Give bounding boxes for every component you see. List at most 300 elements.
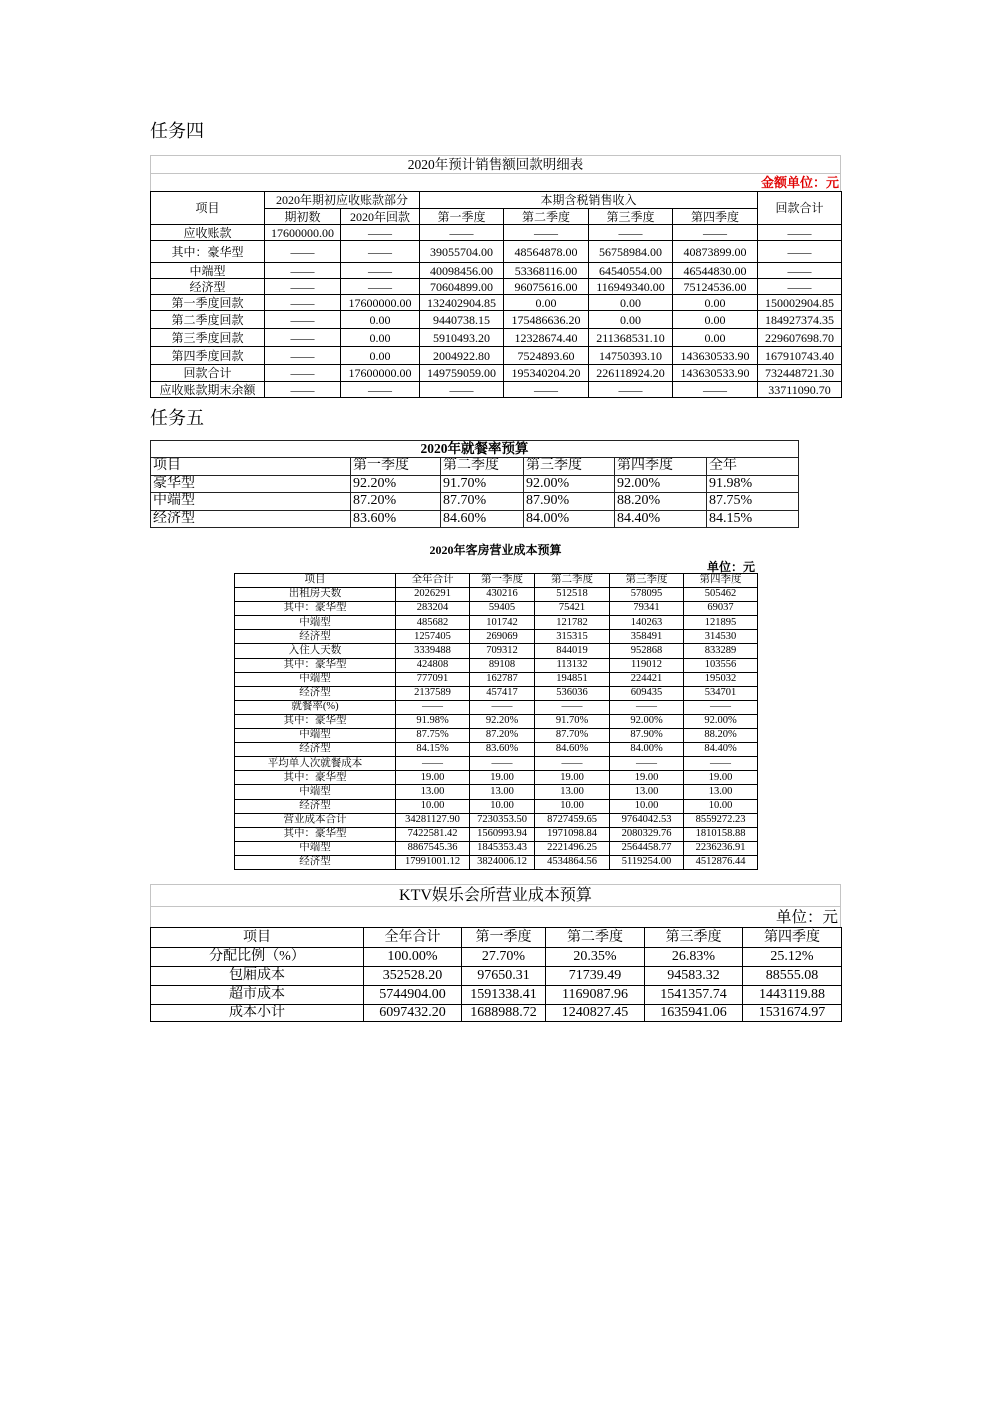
value-cell: 1443119.88 (743, 986, 842, 1005)
ktv-cost-table-block (150, 884, 841, 1022)
value-cell: 167910743.40 (758, 347, 842, 365)
row-label: 中端型 (235, 729, 396, 743)
value-cell: 34281127.90 (396, 813, 470, 827)
value-cell: 89108 (470, 658, 535, 672)
table-row (151, 225, 842, 241)
table-body (151, 948, 842, 1022)
value-cell: 53368116.00 (504, 263, 589, 279)
value-cell: 1240827.45 (546, 1005, 645, 1022)
value-cell: —— (758, 241, 842, 263)
table-row (235, 630, 758, 644)
value-cell: 2564458.77 (610, 841, 684, 855)
row-label: 中端型 (235, 616, 396, 630)
value-cell: 7422581.42 (396, 827, 470, 841)
table-row (235, 841, 758, 855)
value-cell: 3339488 (396, 644, 470, 658)
value-cell: —— (341, 263, 420, 279)
header-row (151, 458, 799, 476)
row-label: 入住人天数 (235, 644, 396, 658)
value-cell: 0.00 (341, 311, 420, 329)
value-cell: 92.00% (524, 475, 615, 493)
value-cell: 226118924.20 (589, 365, 673, 382)
value-cell: —— (341, 225, 420, 241)
value-cell: 777091 (396, 672, 470, 686)
value-cell: 2026291 (396, 588, 470, 602)
value-cell: 10.00 (470, 799, 535, 813)
value-cell: 116949340.00 (589, 279, 673, 295)
row-label: 经济型 (151, 510, 351, 528)
value-cell: 100.00% (364, 948, 462, 967)
ktv-cost-table (150, 927, 842, 1022)
row-label: 其中：豪华型 (235, 714, 396, 728)
value-cell: 358491 (610, 630, 684, 644)
value-cell: —— (420, 225, 504, 241)
table-row (151, 347, 842, 365)
value-cell: —— (265, 295, 341, 311)
value-cell: 0.00 (673, 295, 758, 311)
value-cell: 162787 (470, 672, 535, 686)
row-label: 经济型 (235, 630, 396, 644)
header-opening-group: 2020年期初应收账款部分 (265, 192, 420, 209)
value-cell: 13.00 (535, 785, 610, 799)
value-cell: 88555.08 (743, 967, 842, 986)
row-label: 豪华型 (151, 475, 351, 493)
value-cell: 1560993.94 (470, 827, 535, 841)
value-cell: 87.90% (610, 729, 684, 743)
value-cell: 92.00% (615, 475, 707, 493)
header-sales-group: 本期含税销售收入 (420, 192, 758, 209)
value-cell: 8559272.23 (684, 813, 758, 827)
value-cell: 113132 (535, 658, 610, 672)
value-cell: 578095 (610, 588, 684, 602)
table-title-box (150, 155, 841, 191)
dining-rate-table (150, 440, 799, 528)
value-cell: 97650.31 (462, 967, 546, 986)
table-row (235, 743, 758, 757)
value-cell: 512518 (535, 588, 610, 602)
value-cell: 69037 (684, 602, 758, 616)
value-cell: —— (504, 382, 589, 398)
value-cell: 150002904.85 (758, 295, 842, 311)
value-cell: 149759059.00 (420, 365, 504, 382)
row-label: 其中：豪华型 (235, 602, 396, 616)
value-cell: 1257405 (396, 630, 470, 644)
value-cell: —— (684, 757, 758, 771)
value-cell: 0.00 (589, 295, 673, 311)
table-row (151, 382, 842, 398)
value-cell: 3824006.12 (470, 855, 535, 869)
row-label: 就餐率(%) (235, 700, 396, 714)
value-cell: 84.15% (707, 510, 799, 528)
value-cell: 84.60% (535, 743, 610, 757)
value-cell: 7230353.50 (470, 813, 535, 827)
value-cell: 1591338.41 (462, 986, 546, 1005)
value-cell: 10.00 (396, 799, 470, 813)
row-label: 成本小计 (151, 1005, 364, 1022)
value-cell: —— (589, 225, 673, 241)
header-cell: 第一季度 (470, 574, 535, 588)
value-cell: 2236236.91 (684, 841, 758, 855)
row-label: 第四季度回款 (151, 347, 265, 365)
value-cell: —— (535, 700, 610, 714)
row-label: 其中：豪华型 (151, 241, 265, 263)
value-cell: 40098456.00 (420, 263, 504, 279)
value-cell: —— (470, 757, 535, 771)
table-row (235, 602, 758, 616)
unit-label: 单位：元 (775, 909, 838, 926)
value-cell: 229607698.70 (758, 329, 842, 347)
value-cell: 2004922.80 (420, 347, 504, 365)
value-cell: —— (396, 757, 470, 771)
value-cell: 119012 (610, 658, 684, 672)
value-cell: 13.00 (470, 785, 535, 799)
header-item: 项目 (151, 458, 351, 476)
value-cell: 40873899.00 (673, 241, 758, 263)
value-cell: 84.00% (524, 510, 615, 528)
value-cell: 87.75% (707, 493, 799, 511)
value-cell: 96075616.00 (504, 279, 589, 295)
value-cell: 2080329.76 (610, 827, 684, 841)
value-cell: 79341 (610, 602, 684, 616)
table-row (151, 241, 842, 263)
value-cell: 87.90% (524, 493, 615, 511)
value-cell: 13.00 (396, 785, 470, 799)
value-cell: 17600000.00 (341, 365, 420, 382)
header-cell: 第四季度 (615, 458, 707, 476)
value-cell: 430216 (470, 588, 535, 602)
row-label: 中端型 (235, 672, 396, 686)
value-cell: 19.00 (610, 771, 684, 785)
header-cell: 第三季度 (589, 209, 673, 225)
value-cell: 0.00 (504, 295, 589, 311)
value-cell: —— (265, 329, 341, 347)
value-cell: 0.00 (673, 329, 758, 347)
table-row (151, 493, 799, 511)
value-cell: 92.00% (684, 714, 758, 728)
value-cell: 0.00 (589, 311, 673, 329)
table-row (235, 799, 758, 813)
table-row (235, 855, 758, 869)
value-cell: 352528.20 (364, 967, 462, 986)
value-cell: 211368531.10 (589, 329, 673, 347)
header-cell: 第四季度 (673, 209, 758, 225)
value-cell: 17600000.00 (265, 225, 341, 241)
value-cell: 27.70% (462, 948, 546, 967)
table-title: KTV娱乐会所营业成本预算 (151, 885, 840, 907)
value-cell: 19.00 (535, 771, 610, 785)
table-row (235, 686, 758, 700)
value-cell: 424808 (396, 658, 470, 672)
value-cell: 87.70% (535, 729, 610, 743)
table-row (235, 771, 758, 785)
header-item: 项目 (151, 192, 265, 225)
table-title: 2020年客房营业成本预算 (429, 543, 562, 557)
room-cost-table (234, 573, 758, 870)
receivables-table-block (150, 155, 841, 398)
value-cell: —— (265, 382, 341, 398)
table-row (235, 616, 758, 630)
value-cell: 75124536.00 (673, 279, 758, 295)
title-row (151, 441, 799, 458)
table-row (151, 948, 842, 967)
table-row (151, 365, 842, 382)
value-cell: 121895 (684, 616, 758, 630)
table-row (235, 672, 758, 686)
row-label: 回款合计 (151, 365, 265, 382)
table-row (235, 644, 758, 658)
row-label: 第二季度回款 (151, 311, 265, 329)
value-cell: 195032 (684, 672, 758, 686)
task4-heading: 任务四 (150, 121, 204, 141)
row-label: 超市成本 (151, 986, 364, 1005)
header-item: 项目 (151, 928, 364, 948)
table-row (151, 1005, 842, 1022)
table-body (151, 225, 842, 398)
table-row (235, 700, 758, 714)
table-row (235, 757, 758, 771)
header-cell: 第一季度 (462, 928, 546, 948)
value-cell: 224421 (610, 672, 684, 686)
value-cell: 59405 (470, 602, 535, 616)
value-cell: 4534864.56 (535, 855, 610, 869)
header-row (151, 928, 842, 948)
unit-label: 单位：元 (706, 560, 755, 574)
row-label: 中端型 (235, 841, 396, 855)
value-cell: —— (673, 225, 758, 241)
value-cell: 1541357.74 (645, 986, 743, 1005)
value-cell: 46544830.00 (673, 263, 758, 279)
value-cell: 457417 (470, 686, 535, 700)
row-label: 分配比例（%） (151, 948, 364, 967)
value-cell: 83.60% (351, 510, 441, 528)
row-label: 经济型 (235, 799, 396, 813)
value-cell: 184927374.35 (758, 311, 842, 329)
value-cell: 17991001.12 (396, 855, 470, 869)
value-cell: 10.00 (535, 799, 610, 813)
table-row (235, 714, 758, 728)
value-cell: 6097432.20 (364, 1005, 462, 1022)
value-cell: 283204 (396, 602, 470, 616)
header-cell: 第二季度 (504, 209, 589, 225)
row-label: 经济型 (235, 855, 396, 869)
table-title: 2020年就餐率预算 (151, 441, 799, 458)
value-cell: 91.70% (441, 475, 524, 493)
value-cell: 1971098.84 (535, 827, 610, 841)
header-cell: 第一季度 (420, 209, 504, 225)
value-cell: 140263 (610, 616, 684, 630)
value-cell: 5119254.00 (610, 855, 684, 869)
table-row (151, 967, 842, 986)
value-cell: —— (341, 279, 420, 295)
value-cell: 5910493.20 (420, 329, 504, 347)
task5-heading: 任务五 (150, 408, 204, 428)
table-row (151, 475, 799, 493)
value-cell: 2221496.25 (535, 841, 610, 855)
header-cell: 第二季度 (441, 458, 524, 476)
row-label: 包厢成本 (151, 967, 364, 986)
row-label: 其中：豪华型 (235, 771, 396, 785)
value-cell: —— (758, 263, 842, 279)
table-row (235, 785, 758, 799)
value-cell: —— (589, 382, 673, 398)
value-cell: 143630533.90 (673, 347, 758, 365)
value-cell: 33711090.70 (758, 382, 842, 398)
table-row (151, 510, 799, 528)
value-cell: —— (341, 382, 420, 398)
value-cell: 1169087.96 (546, 986, 645, 1005)
value-cell: 84.00% (610, 743, 684, 757)
room-cost-table-block (234, 573, 757, 870)
value-cell: 4512876.44 (684, 855, 758, 869)
value-cell: 536036 (535, 686, 610, 700)
value-cell: —— (396, 700, 470, 714)
row-label: 营业成本合计 (235, 813, 396, 827)
value-cell: 9764042.53 (610, 813, 684, 827)
value-cell: —— (610, 700, 684, 714)
value-cell: —— (504, 225, 589, 241)
value-cell: 833289 (684, 644, 758, 658)
value-cell: 609435 (610, 686, 684, 700)
value-cell: —— (265, 279, 341, 295)
value-cell: 10.00 (684, 799, 758, 813)
value-cell: 56758984.00 (589, 241, 673, 263)
value-cell: 64540554.00 (589, 263, 673, 279)
value-cell: —— (758, 279, 842, 295)
value-cell: 91.98% (707, 475, 799, 493)
value-cell: 709312 (470, 644, 535, 658)
table-row (235, 729, 758, 743)
table-row (151, 329, 842, 347)
value-cell: 952868 (610, 644, 684, 658)
value-cell: 315315 (535, 630, 610, 644)
value-cell: —— (470, 700, 535, 714)
table-title-box (150, 884, 841, 927)
value-cell: 83.60% (470, 743, 535, 757)
header-cell: 期初数 (265, 209, 341, 225)
row-label: 经济型 (151, 279, 265, 295)
value-cell: 92.20% (470, 714, 535, 728)
header-cell: 第三季度 (524, 458, 615, 476)
table-title: 2020年预计销售额回款明细表 (151, 156, 840, 174)
value-cell: 84.15% (396, 743, 470, 757)
value-cell: 39055704.00 (420, 241, 504, 263)
header-row (151, 192, 842, 209)
header-row (235, 574, 758, 588)
header-cell: 全年 (707, 458, 799, 476)
row-label: 其中：豪华型 (235, 658, 396, 672)
value-cell: —— (265, 347, 341, 365)
value-cell: 13.00 (610, 785, 684, 799)
row-label: 中端型 (151, 263, 265, 279)
receivables-table (150, 191, 842, 398)
value-cell: 485682 (396, 616, 470, 630)
value-cell: 269069 (470, 630, 535, 644)
value-cell: 87.70% (441, 493, 524, 511)
table-row (151, 295, 842, 311)
value-cell: 143630533.90 (673, 365, 758, 382)
value-cell: 91.70% (535, 714, 610, 728)
value-cell: 8727459.65 (535, 813, 610, 827)
value-cell: 314530 (684, 630, 758, 644)
value-cell: 2137589 (396, 686, 470, 700)
value-cell: —— (265, 365, 341, 382)
row-label: 应收账款期末余额 (151, 382, 265, 398)
value-cell: 20.35% (546, 948, 645, 967)
value-cell: —— (673, 382, 758, 398)
dining-rate-table-block (150, 440, 798, 528)
table-row (235, 658, 758, 672)
header-cell: 第四季度 (743, 928, 842, 948)
value-cell: —— (610, 757, 684, 771)
value-cell: 87.75% (396, 729, 470, 743)
value-cell: 534701 (684, 686, 758, 700)
row-label: 其中：豪华型 (235, 827, 396, 841)
header-cell: 第二季度 (535, 574, 610, 588)
value-cell: 14750393.10 (589, 347, 673, 365)
value-cell: 19.00 (684, 771, 758, 785)
value-cell: 1688988.72 (462, 1005, 546, 1022)
value-cell: 9440738.15 (420, 311, 504, 329)
value-cell: 91.98% (396, 714, 470, 728)
table-row (151, 279, 842, 295)
value-cell: —— (265, 263, 341, 279)
value-cell: 175486636.20 (504, 311, 589, 329)
value-cell: 1531674.97 (743, 1005, 842, 1022)
table-row (151, 986, 842, 1005)
header-cell: 第二季度 (546, 928, 645, 948)
header-item: 项目 (235, 574, 396, 588)
value-cell: 10.00 (610, 799, 684, 813)
value-cell: —— (684, 700, 758, 714)
header-cell: 第四季度 (684, 574, 758, 588)
value-cell: 132402904.85 (420, 295, 504, 311)
value-cell: 87.20% (470, 729, 535, 743)
value-cell: 88.20% (615, 493, 707, 511)
value-cell: 505462 (684, 588, 758, 602)
value-cell: 195340204.20 (504, 365, 589, 382)
header-cell: 全年合计 (364, 928, 462, 948)
value-cell: 94583.32 (645, 967, 743, 986)
header-cell: 第三季度 (645, 928, 743, 948)
value-cell: 101742 (470, 616, 535, 630)
value-cell: 26.83% (645, 948, 743, 967)
table-body (235, 588, 758, 870)
value-cell: 70604899.00 (420, 279, 504, 295)
value-cell: 25.12% (743, 948, 842, 967)
value-cell: 194851 (535, 672, 610, 686)
value-cell: 732448721.30 (758, 365, 842, 382)
value-cell: 87.20% (351, 493, 441, 511)
table-row (151, 263, 842, 279)
table-row (235, 588, 758, 602)
value-cell: 71739.49 (546, 967, 645, 986)
value-cell: 88.20% (684, 729, 758, 743)
value-cell: —— (265, 241, 341, 263)
row-label: 中端型 (235, 785, 396, 799)
value-cell: 1635941.06 (645, 1005, 743, 1022)
header-cell: 全年合计 (396, 574, 470, 588)
row-label: 应收账款 (151, 225, 265, 241)
value-cell: 19.00 (396, 771, 470, 785)
value-cell: —— (420, 382, 504, 398)
value-cell: 844019 (535, 644, 610, 658)
value-cell: 1845353.43 (470, 841, 535, 855)
value-cell: 8867545.36 (396, 841, 470, 855)
value-cell: —— (758, 225, 842, 241)
value-cell: 84.40% (615, 510, 707, 528)
table-row (151, 311, 842, 329)
value-cell: 103556 (684, 658, 758, 672)
